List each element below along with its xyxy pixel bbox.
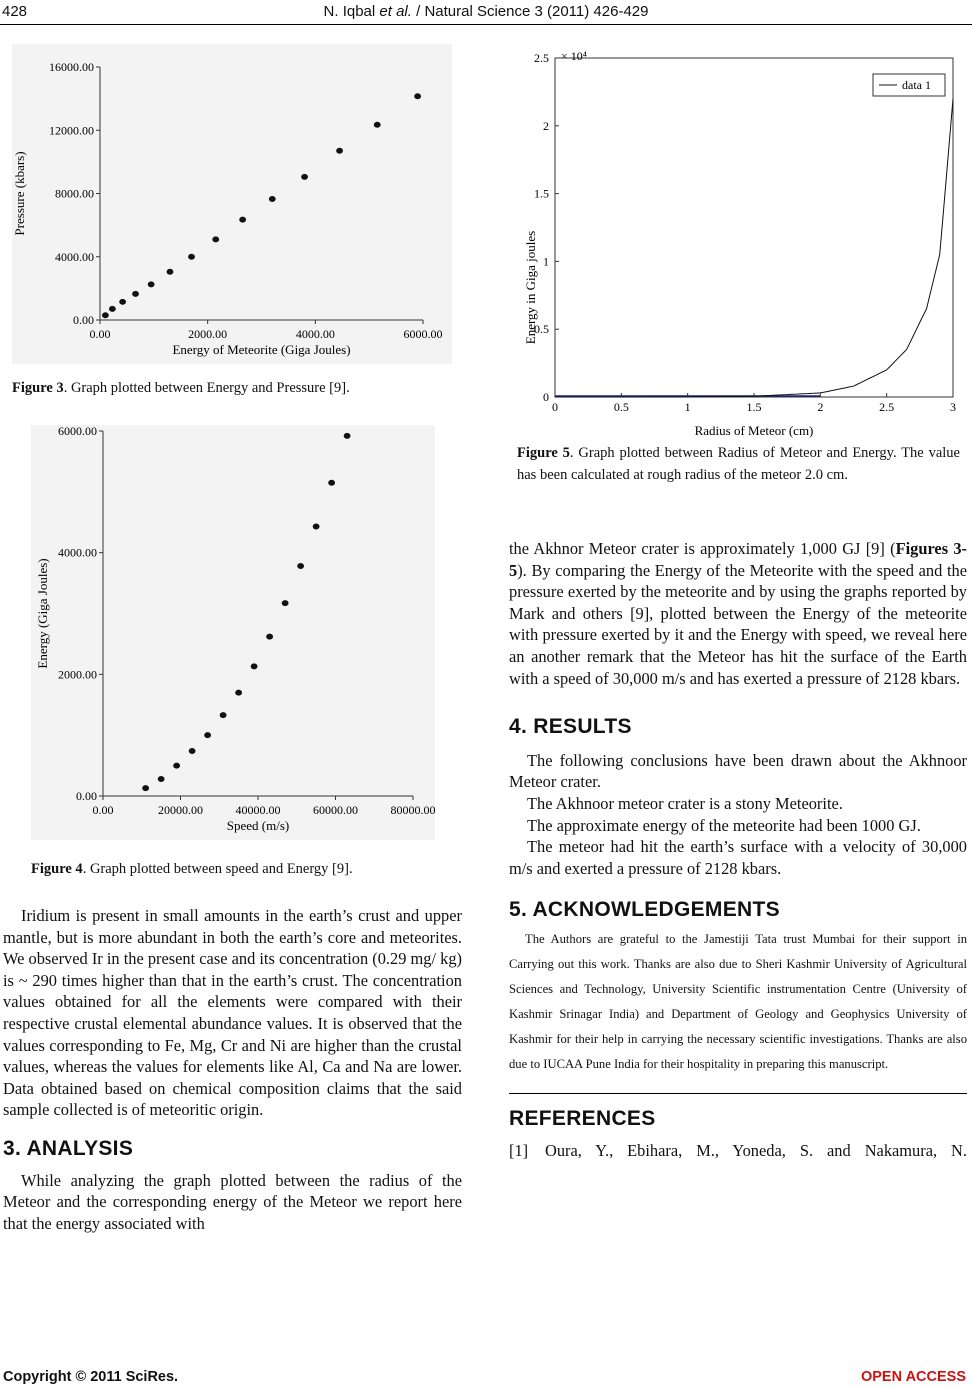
x-tick-label: 0 [552, 400, 558, 414]
x-tick-label: 80000.00 [390, 803, 435, 817]
y-tick-label: 8000.00 [55, 186, 94, 201]
x-tick-label: 20000.00 [158, 803, 203, 817]
paragraph-energy-b: ). By comparing the Energy of the Meteorite with the speed and the pressure exerted by the meteorite and by using the graphs reported by Mark and others [9], plotted between the Energy of the meteorite with pressure exerted by it and the Energy with speed, we reveal here an another remark that the Meteor has hit the surface of the Earth with a speed of 30,000 m/s and has exerted a pressure of 2128 kbars. [509, 560, 967, 688]
references-rule [509, 1093, 967, 1094]
reference-number: [1] [509, 1140, 529, 1160]
y-tick-label: 1.5 [534, 186, 549, 201]
data-point [269, 196, 276, 202]
y-tick-label: 0.5 [534, 322, 549, 337]
heading-references: REFERENCES [509, 1106, 656, 1130]
data-point [414, 93, 421, 99]
figure5-caption [517, 442, 960, 486]
data-point [374, 122, 381, 128]
data-point [167, 269, 174, 275]
data-point [344, 433, 351, 439]
y-scale-label: × 10⁴ [561, 49, 587, 63]
data-point [142, 785, 149, 791]
heading-results: 4. RESULTS [509, 715, 632, 739]
figure5-caption-label: Figure 5 [517, 445, 570, 461]
x-tick-label: 40000.00 [235, 803, 281, 817]
x-axis-title: Energy of Meteorite (Giga Joules) [172, 342, 351, 357]
data-point [119, 299, 126, 305]
data-point [173, 763, 180, 769]
data-point [204, 732, 211, 738]
data-point [188, 254, 195, 260]
figure3-caption [12, 377, 462, 399]
data-point [251, 663, 258, 669]
data-point [189, 748, 196, 754]
paragraph-energy [509, 538, 967, 689]
x-tick-label: 2 [817, 400, 824, 414]
y-tick-label: 6000.00 [58, 425, 97, 438]
reference-text: Oura, Y., Ebihara, M., Yoneda, S. and Nakamura, N. [545, 1140, 967, 1160]
heading-acknowledgements: 5. ACKNOWLEDGEMENTS [509, 898, 780, 922]
data-point [336, 148, 343, 154]
data-point [102, 312, 109, 318]
figure5-panel [508, 44, 970, 444]
y-tick-label: 4000.00 [55, 249, 94, 264]
figure4-panel [31, 425, 435, 840]
figure4-chart [31, 425, 435, 840]
data-point [109, 306, 116, 312]
running-title-journal: / Natural Science 3 (2011) 426-429 [411, 3, 649, 20]
x-tick-label: 2000.00 [188, 327, 228, 341]
y-tick-label: 16000.00 [49, 60, 94, 74]
y-axis-title: Energy in Giga joules [523, 230, 538, 345]
y-tick-label: 0 [543, 390, 549, 404]
running-title-authors: N. Iqbal [323, 3, 380, 20]
paragraph-analysis: While analyzing the graph plotted between the radius of the Meteor and the corresponding energy of the Meteor we report here that the energy associated with [3, 1170, 462, 1233]
data-point [239, 217, 246, 223]
figure3-caption-text: . Graph plotted between Energy and Pressure [9]. [63, 380, 350, 396]
data-point [313, 524, 320, 530]
page-number: 428 [2, 3, 28, 20]
x-tick-label: 1.5 [746, 400, 762, 414]
data-point [212, 236, 219, 242]
figures-ref: Figures 3-5 [509, 539, 967, 580]
y-tick-label: 0.00 [76, 789, 97, 803]
result-energy: The approximate energy of the meteorite had been 1000 GJ. [527, 815, 921, 835]
reference-item [509, 1140, 967, 1162]
figure3-panel [12, 44, 452, 364]
data-point [132, 291, 139, 297]
y-tick-label: 2000.00 [58, 667, 97, 682]
running-title [0, 3, 972, 20]
data-point [282, 600, 289, 606]
heading-analysis: 3. ANALYSIS [3, 1136, 134, 1160]
data-point [148, 281, 155, 287]
x-axis-title: Speed (m/s) [226, 818, 290, 833]
y-tick-label: 2.5 [534, 51, 549, 65]
data-point [266, 634, 273, 640]
figure4-caption-text: . Graph plotted between speed and Energy [9]. [82, 861, 353, 877]
left-column [3, 905, 462, 1234]
y-tick-label: 12000.00 [49, 123, 94, 138]
paragraph-iridium: Iridium is present in small amounts in the earth’s crust and upper mantle, but is more abundant in both the earth’s core and meteorites. We observed Ir in the present case and its concentration (0.29 mg/ kg) is ~ 290 times higher than that in the earth’s crust. The concentration values obtained for all the elements were compared with their respective crustal elemental abundance values. It is observed that the values corresponding to Fe, Mg, Cr and Ni are higher than the crustal values, whereas the values for elements like Al, Ca and Na are lower. Data obtained based on chemical composition claims that the said sample collected is of meteoritic origin. [3, 906, 462, 1120]
figure4-caption [31, 858, 461, 880]
legend-label: data 1 [902, 78, 931, 92]
figure5-chart [508, 44, 970, 444]
data-point [297, 563, 304, 569]
plot-frame [555, 58, 953, 397]
x-tick-label: 4000.00 [295, 327, 335, 341]
paragraph-energy-a: the Akhnor Meteor crater is approximately 1,000 GJ [9] ( [509, 539, 896, 558]
x-axis-title: Radius of Meteor (cm) [694, 423, 814, 438]
x-tick-label: 0.5 [613, 400, 629, 414]
y-tick-label: 0.00 [73, 313, 94, 327]
figure3-caption-label: Figure 3 [12, 380, 64, 396]
right-column [509, 538, 967, 1161]
data-point [235, 690, 242, 696]
result-stony: The Akhnoor meteor crater is a stony Meteorite. [527, 793, 843, 813]
y-tick-label: 4000.00 [58, 545, 97, 560]
running-title-etal: et al. [379, 3, 412, 20]
y-axis-title: Pressure (kbars) [12, 151, 27, 236]
footer-open-access: OPEN ACCESS [860, 1369, 966, 1385]
data-point [328, 480, 335, 486]
data-point [301, 174, 308, 180]
y-axis-title: Energy (Giga Joules) [35, 558, 50, 669]
data-point [220, 712, 227, 718]
x-tick-label: 0.00 [92, 803, 114, 817]
data-point [158, 776, 165, 782]
figure5-caption-text: . Graph plotted between Radius of Meteor and Energy. The value has been calculated at rough radius of the meteor 2.0 cm. [517, 445, 960, 483]
x-tick-label: 6000.00 [403, 327, 443, 341]
x-tick-label: 1 [684, 400, 691, 414]
acknowledgements-text [509, 927, 967, 1077]
y-tick-label: 2 [543, 118, 549, 133]
figure3-chart [12, 44, 452, 364]
y-tick-label: 1 [543, 254, 549, 269]
header-rule [0, 24, 972, 25]
acknowledgements-paragraph: The Authors are grateful to the Jamestiji Tata trust Mumbai for their support in Carrying out this work. Thanks are also due to Sheri Kashmir University of Agricultural Sciences and Technology, University Scientific instrumentation Centre (University of Kashmir Srinagar India) and Department of Geology and Geophysics University of Kashmir for their help in carrying the necessary scientific investigations. Thanks are also due to IUCAA Pune India for their hospitality in preparing this manuscript. [509, 931, 967, 1071]
result-velocity: The meteor had hit the earth’s surface with a velocity of 30,000 m/s and exerted a pressure of 2128 kbars. [509, 837, 967, 878]
x-tick-label: 60000.00 [313, 803, 358, 817]
footer-copyright: Copyright © 2011 SciRes. [3, 1369, 179, 1385]
x-tick-label: 3 [950, 400, 956, 414]
x-tick-label: 2.5 [879, 400, 895, 414]
result-intro: The following conclusions have been drawn about the Akhnoor Meteor crater. [509, 750, 967, 792]
figure4-caption-label: Figure 4 [31, 861, 83, 877]
x-tick-label: 0.00 [89, 327, 111, 341]
